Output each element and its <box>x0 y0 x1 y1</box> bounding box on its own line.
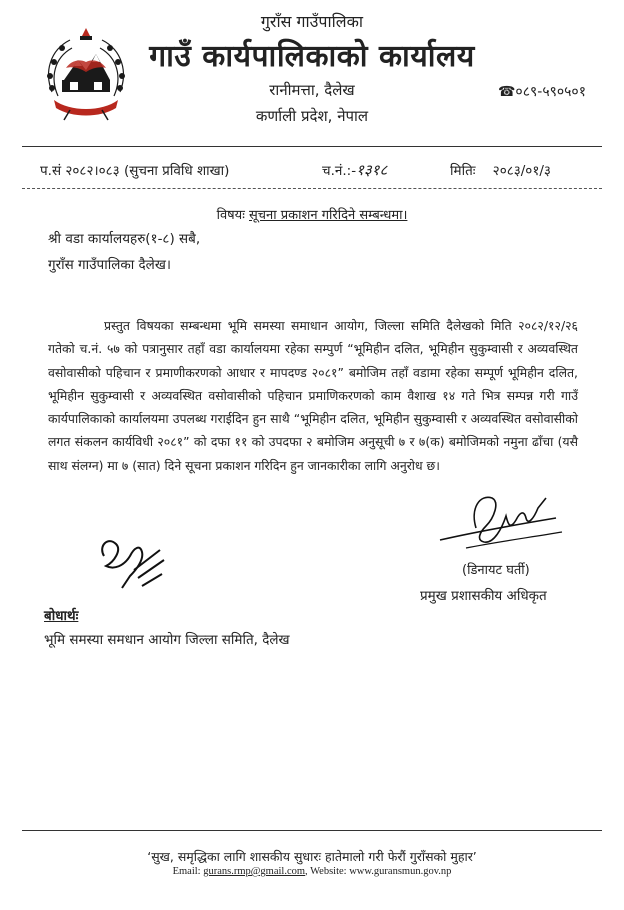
ch-value: १३१८ <box>356 161 388 179</box>
recipient-line-1: श्री वडा कार्यालयहरु(१-८) सबै, <box>48 231 201 247</box>
office-province: कर्णाली प्रदेश, नेपाल <box>255 107 369 125</box>
footer-motto: ‘सुख, समृद्धिका लागि शासकीय सुधारः हातेमालो गरी फेरौं गुराँसको मुहार’ <box>147 849 477 864</box>
recipient-line-2: गुराँस गाउँपालिका दैलेख। <box>48 257 171 273</box>
date-label: मितिः <box>450 163 476 179</box>
subject-text: सूचना प्रकाशन गरिदिने सम्बन्धमा। <box>249 208 408 223</box>
date-value: २०८३/०१/३ <box>492 163 551 179</box>
office-location: रानीमत्ता, दैलेख <box>269 81 355 99</box>
reference-number <box>40 161 229 179</box>
cc-heading: बोधार्थः <box>44 608 79 624</box>
municipality-name: गुराँस गाउँपालिका <box>260 12 364 31</box>
website-label: , Website: <box>305 866 347 877</box>
signer-title: प्रमुख प्रशासकीय अधिकृत <box>420 588 547 604</box>
office-title: गाउँ कार्यपालिकाको कार्यालय <box>149 39 475 74</box>
header-divider-bottom <box>22 188 602 189</box>
dispatch-number <box>322 160 387 180</box>
email-link[interactable]: gurans.rmp@gmail.com <box>203 866 306 877</box>
initials-signature <box>94 526 166 596</box>
ch-label: च.नं.:- <box>322 163 357 179</box>
letter-date <box>450 161 551 179</box>
footer-divider <box>22 830 602 831</box>
email-label: Email: <box>172 866 201 877</box>
website-link[interactable]: www.guransmun.gov.np <box>349 866 452 877</box>
phone-number: ☎०८९-५९०५०१ <box>497 84 586 100</box>
ref-value: २०८२।०८३ (सुचना प्रविधि शाखा) <box>65 163 230 179</box>
header-divider-top <box>22 146 602 147</box>
signer-name: (डिनायट घर्ती) <box>462 563 530 578</box>
subject-label: विषयः <box>216 208 245 223</box>
letter-body: प्रस्तुत विषयका सम्बन्धमा भूमि समस्या समाधान आयोग, जिल्ला समिति दैलेखको मिति २०८२/१२/२६ गतेको च.नं. ५७ को पत्रानुसार तहाँ वडा कार्यालयमा रहेका सम्पुर्ण “भूमिहीन दलित, भूमिहीन सुकुम्वासी र अव्यवस्थित वसोवासीको पहिचान र प्रमाणीकरणको आधार र मापदण्ड २०८१” बमोजिम तहाँ वडामा रहेका सम्पूर्ण भूमिहीन दलित, भूमिहीन सुकुम्वासी र अव्यवस्थित वसोवासीको पहिचान प्रमाणिकरणको काम वैशाख १४ गते भित्र सम्पन्न गरी गाउँ कार्यपालिकाको कार्यालयमा उपलब्ध गराईदिन हुन साथै “भूमिहीन दलित, भूमिहीन सुकुम्वासी र अव्यवस्थित वसोवासीको लगत संकलन कार्यविधी २०८१” को दफा ११ को उपदफा २ बमोजिम अनुसूची ७ र ७(क) बमोजिमको नमुना ढाँचा (यसै साथ संलग्न) मा ७ (सात) दिने सूचना प्रकाशन गरिदिन हुन जानकारीका लागि अनुरोध छ। <box>48 318 578 473</box>
subject-line <box>0 205 624 223</box>
cc-recipient: भूमि समस्या समधान आयोग जिल्ला समिति, दैलेख <box>44 632 290 648</box>
footer-contact <box>0 866 624 877</box>
ref-label: प.सं <box>40 163 62 179</box>
officer-signature <box>436 488 566 552</box>
